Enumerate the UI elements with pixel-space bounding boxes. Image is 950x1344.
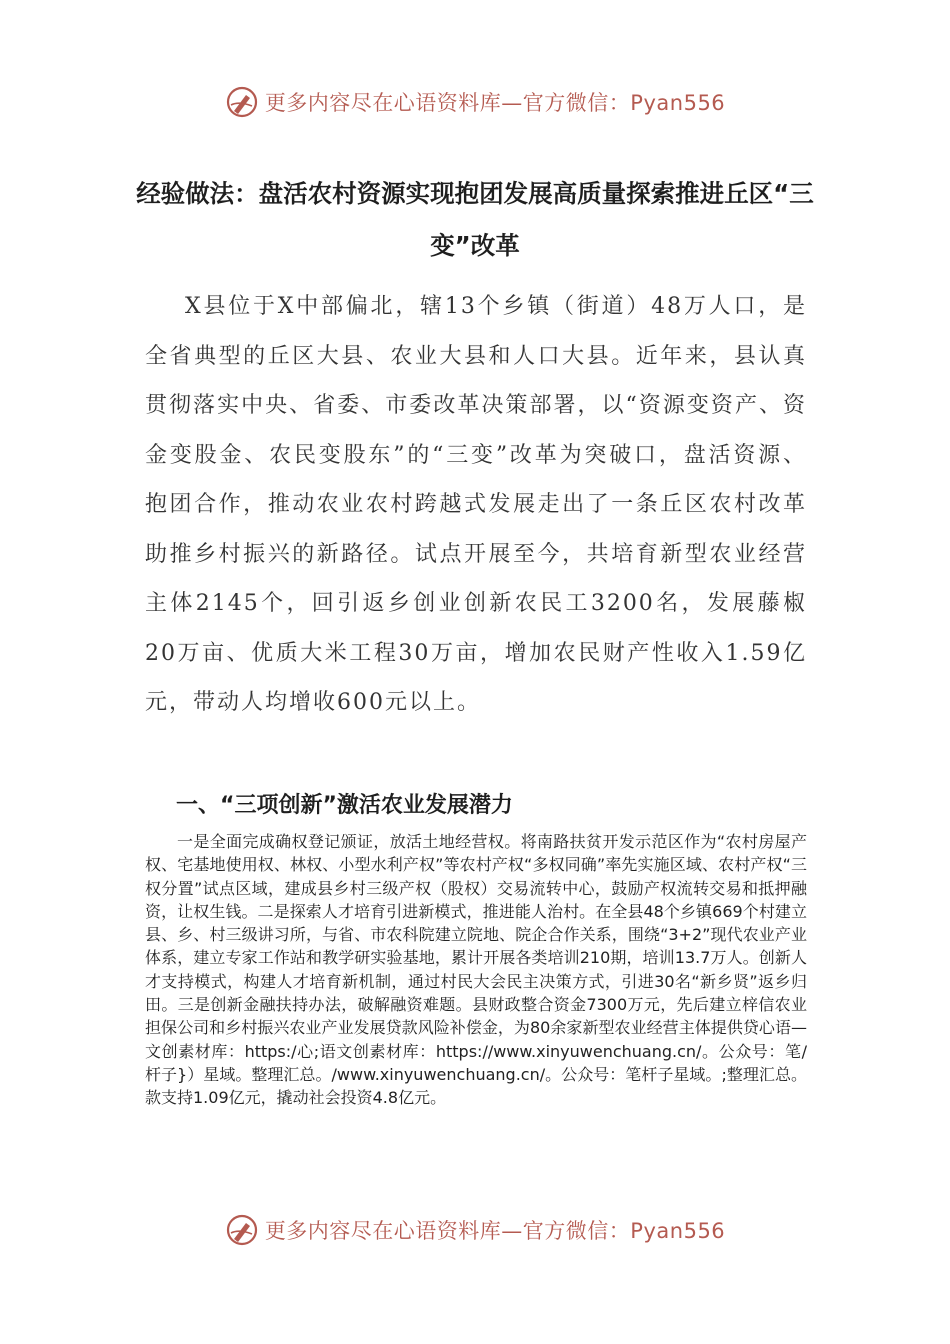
header-banner — [0, 80, 950, 124]
intro-paragraph: X县位于X中部偏北，辖13个乡镇（街道）48万人口，是全省典型的丘区大县、农业大县和人口大县。近年来，县认真贯彻落实中央、省委、市委改革决策部署，以“资源变资产、资金变股金、农民变股东”的“三变”改革为突破口，盘活资源、抱团合作，推动农业农村跨越式发展走出了一条丘区农村改革助推乡村振兴的新路径。试点开展至今，共培育新型农业经营主体2145个，回引返乡创业创新农民工3200名，发展藤椒20万亩、优质大米工程30万亩，增加农民财产性收入1.59亿元，带动人均增收600元以上。 — [145, 294, 807, 715]
footer-banner-text: 更多内容尽在心语资料库—官方微信：Pyan556 — [264, 1219, 726, 1243]
pen-logo-icon — [225, 1213, 259, 1247]
header-banner-text: 更多内容尽在心语资料库—官方微信：Pyan556 — [264, 91, 726, 115]
section-heading: 一、“三项创新”激活农业发展潜力 — [176, 793, 513, 818]
pen-logo-icon — [225, 85, 259, 119]
footer-banner — [0, 1208, 950, 1252]
section-body-paragraph: 一是全面完成确权登记颁证，放活土地经营权。将南路扶贫开发示范区作为“农村房屋产权、宅基地使用权、林权、小型水利产权”等农村产权“多权同确”率先实施区域、农村产权“三权分置”试点区域，建成县乡村三级产权（股权）交易流转中心，鼓励产权流转交易和抵押融资，让权生钱。二是探索人才培育引进新模式，推进能人治村。在全县48个乡镇669个村建立县、乡、村三级讲习所，与省、市农科院建立院地、院企合作关系，围绕“3+2”现代农业产业体系，建立专家工作站和教学研实验基地，累计开展各类培训210期，培训13.7万人。创新人才支持模式，构建人才培育新机制，通过村民大会民主决策方式，引进30名“新乡贤”返乡归田。三是创新金融扶持办法，破解融资难题。县财政整合资金7300万元，先后建立梓信农业担保公司和乡村振兴农业产业发展贷款风险补偿金，为80余家新型农业经营主体提供贷心语—文创素材库：https:/心;语文创素材库：https://www.xinyuwenchuang.cn/。公众号：笔/杆子}）星域。整理汇总。/www.xinyuwenchuang.cn/。公众号：笔杆子星域。;整理汇总。款支持1.09亿元，撬动社会投资4.8亿元。 — [145, 832, 807, 1108]
document-title: 经验做法：盘活农村资源实现抱团发展高质量探索推进丘区“三变”改革 — [136, 179, 814, 260]
